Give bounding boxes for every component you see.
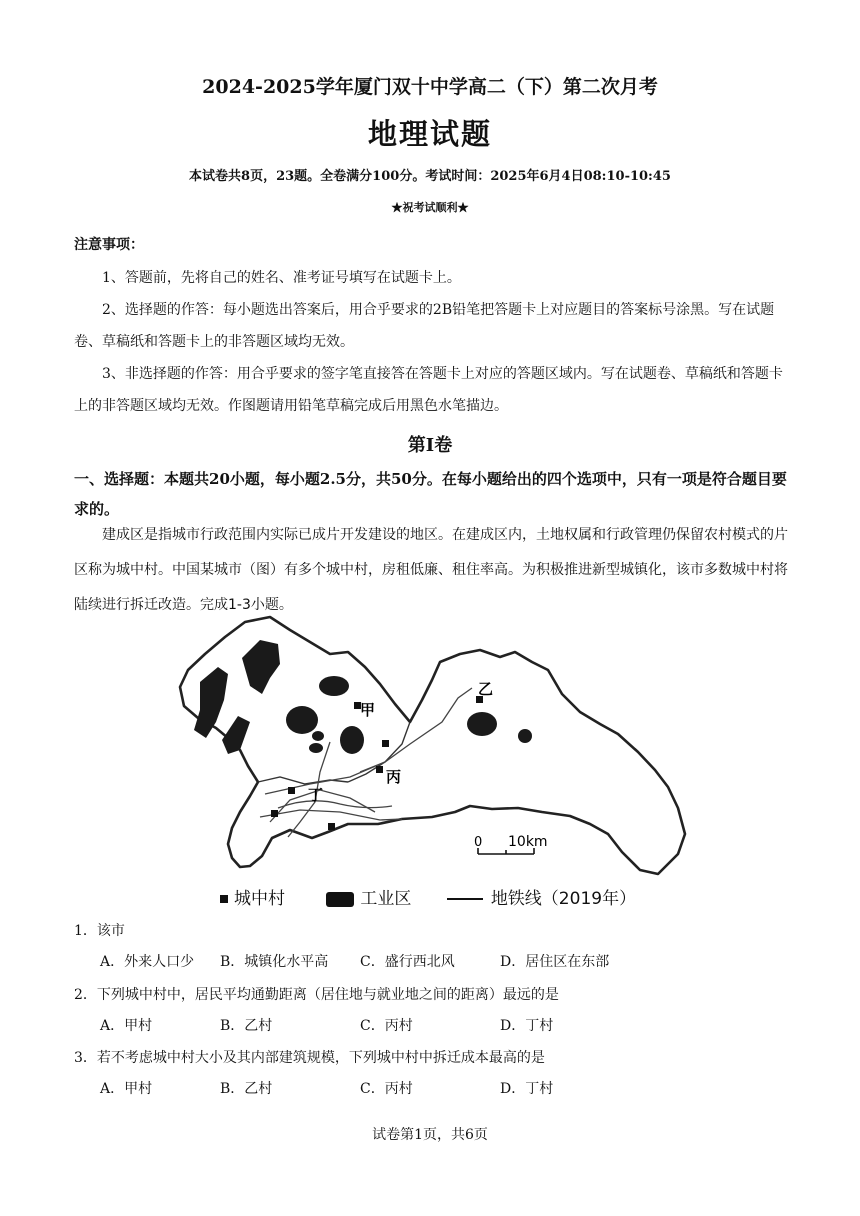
q2-option-d[interactable]: D．丁村 (500, 1018, 554, 1034)
legend-industrial: 工业区 (360, 889, 412, 909)
label-ding: 丁 (308, 786, 324, 804)
label-jia: 甲 (360, 701, 376, 719)
village-marker-ding (288, 787, 295, 794)
subject-title: 地理试题 (367, 117, 492, 151)
note-item-2: 2、选择题的作答：每小题选出答案后，用合乎要求的2B铅笔把答题卡上对应题目的答案标号涂黑。写在试题卷、草稿纸和答题卡上的非答题区域均无效。 (74, 302, 775, 350)
section-heading: 一、选择题：本题共20小题，每小题2.5分，共50分。在每小题给出的四个选项中，只有一项是符合题目要求的。 (74, 470, 787, 518)
q1-option-c[interactable]: C．盛行西北风 (360, 954, 455, 970)
volume-title: 第I卷 (407, 435, 453, 456)
village-marker (328, 823, 335, 830)
city-map (170, 612, 700, 882)
scale-zero: 0 (474, 835, 483, 850)
note-item-1: 1、答题前，先将自己的姓名、准考证号填写在试题卡上。 (102, 270, 461, 286)
metro-legend-icon (447, 898, 483, 900)
question-1-stem: 1．该市 (74, 923, 125, 939)
village-marker-bing (376, 766, 383, 773)
good-luck-text: ★祝考试顺利★ (391, 201, 469, 214)
map-legend (220, 884, 636, 909)
q3-option-b[interactable]: B．乙村 (220, 1081, 273, 1097)
question-3-stem: 3．若不考虑城中村大小及其内部建筑规模，下列城中村中拆迁成本最高的是 (74, 1050, 545, 1066)
legend-village: 城中村 (234, 889, 285, 909)
village-marker (382, 740, 389, 747)
page-footer: 试卷第1页，共6页 (372, 1127, 488, 1143)
q3-option-a[interactable]: A．甲村 (100, 1081, 153, 1097)
q2-option-a[interactable]: A．甲村 (100, 1018, 153, 1034)
q1-option-b[interactable]: B．城镇化水平高 (220, 954, 329, 970)
exam-title: 2024-2025学年厦门双十中学高二（下）第二次月考 (202, 76, 658, 98)
notes-heading: 注意事项： (74, 237, 144, 253)
q1-option-a[interactable]: A．外来人口少 (100, 954, 195, 970)
village-marker (271, 810, 278, 817)
question-2-stem: 2．下列城中村中，居民平均通勤距离（居住地与就业地之间的距离）最远的是 (74, 987, 559, 1003)
district-line (258, 777, 348, 784)
legend-metro: 地铁线（2019年） (490, 889, 637, 909)
village-legend-icon (220, 895, 228, 903)
q2-option-b[interactable]: B．乙村 (220, 1018, 273, 1034)
material-text: 建成区是指城市行政范围内实际已成片开发建设的地区。在建成区内，土地权属和行政管理仍保留农村模式的片区称为城中村。中国某城市（图）有多个城中村，房租低廉、租住率高。为积极推进新型城镇化，该市多数城中村将陆续进行拆迁改造。完成1-3小题。 (74, 527, 788, 613)
q3-option-d[interactable]: D．丁村 (500, 1081, 554, 1097)
label-yi: 乙 (478, 680, 494, 698)
label-bing: 丙 (386, 768, 402, 786)
q3-option-c[interactable]: C．丙村 (360, 1081, 413, 1097)
note-item-3: 3、非选择题的作答：用合乎要求的签字笔直接答在答题卡上对应的答题区域内。写在试题卷、草稿纸和答题卡上的非答题区域均无效。作图题请用铅笔草稿完成后用黑色水笔描边。 (74, 366, 783, 414)
industrial-legend-icon (326, 892, 354, 907)
scale-distance: 10km (508, 834, 548, 850)
q1-option-d[interactable]: D．居住区在东部 (500, 954, 610, 970)
exam-info: 本试卷共8页，23题。全卷满分100分。考试时间：2025年6月4日08:10-10:45 (189, 169, 671, 184)
q2-option-c[interactable]: C．丙村 (360, 1018, 413, 1034)
